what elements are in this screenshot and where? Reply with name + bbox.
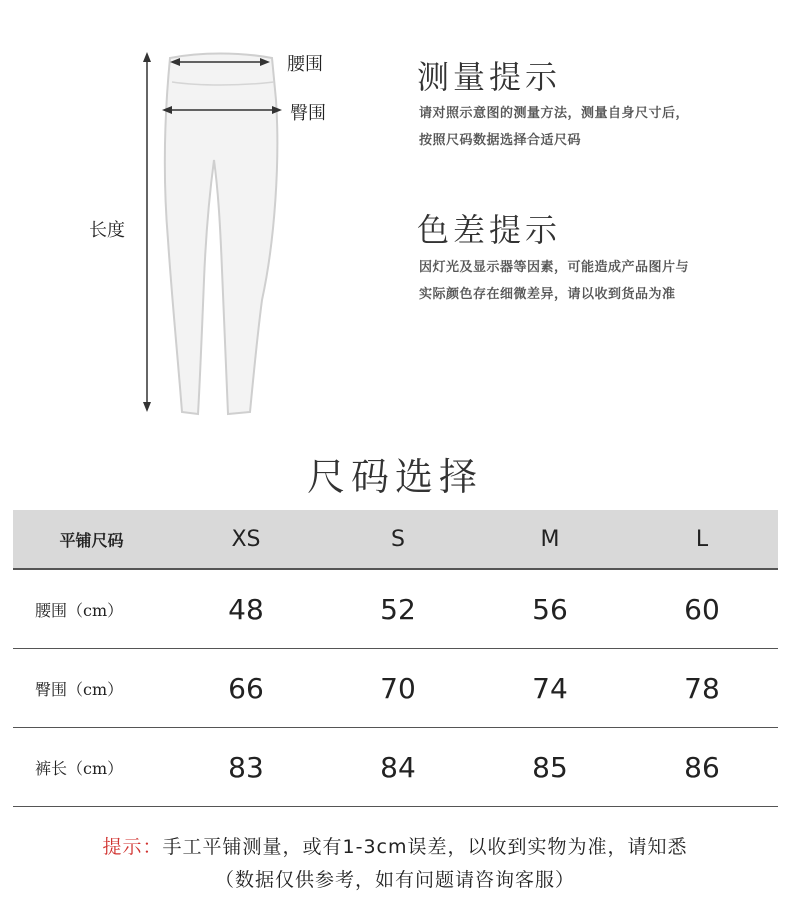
leggings-diagram — [0, 0, 400, 430]
table-cell: 85 — [474, 728, 626, 807]
table-cell: 70 — [322, 649, 474, 728]
header-cell: 平铺尺码 — [13, 510, 170, 569]
table-cell: 66 — [170, 649, 322, 728]
table-cell: 60 — [626, 569, 778, 649]
table-cell: 78 — [626, 649, 778, 728]
size-section-title: 尺码选择 — [306, 455, 483, 499]
color-tip-title: 色差提示 — [417, 211, 562, 249]
measure-tip-title: 测量提示 — [417, 58, 562, 96]
table-cell: 83 — [170, 728, 322, 807]
footer-note-line2: （数据仅供参考，如有问题请咨询客服） — [214, 869, 575, 891]
hip-label: 臀围 — [290, 103, 326, 124]
table-row — [13, 649, 778, 728]
table-cell: 52 — [322, 569, 474, 649]
footer-note-prefix: 提示： — [102, 836, 163, 858]
measure-tip-line1: 请对照示意图的测量方法，测量自身尺寸后， — [419, 106, 690, 121]
row-label: 裤长（cm） — [13, 728, 170, 807]
leggings-silhouette — [165, 54, 278, 415]
color-tip-line1: 因灯光及显示器等因素，可能造成产品图片与 — [419, 260, 690, 275]
table-cell: 48 — [170, 569, 322, 649]
length-arrow — [143, 52, 151, 412]
table-cell: 84 — [322, 728, 474, 807]
waist-label: 腰围 — [287, 54, 323, 75]
measure-tip-line2: 按照尺码数据选择合适尺码 — [419, 133, 582, 148]
row-label: 腰围（cm） — [13, 569, 170, 649]
header-cell: L — [626, 510, 778, 569]
header-cell: M — [474, 510, 626, 569]
size-table — [13, 510, 778, 807]
table-row — [13, 569, 778, 649]
header-cell: XS — [170, 510, 322, 569]
table-row — [13, 728, 778, 807]
footer-note-line1 — [0, 832, 790, 859]
header-cell: S — [322, 510, 474, 569]
size-table-header — [13, 510, 778, 569]
table-cell: 56 — [474, 569, 626, 649]
row-label: 臀围（cm） — [13, 649, 170, 728]
length-label: 长度 — [89, 220, 125, 241]
table-cell: 86 — [626, 728, 778, 807]
footer-note-text: 手工平铺测量，或有1-3cm误差，以收到实物为准，请知悉 — [162, 836, 688, 858]
color-tip-line2: 实际颜色存在细微差异，请以收到货品为准 — [419, 287, 676, 302]
table-cell: 74 — [474, 649, 626, 728]
